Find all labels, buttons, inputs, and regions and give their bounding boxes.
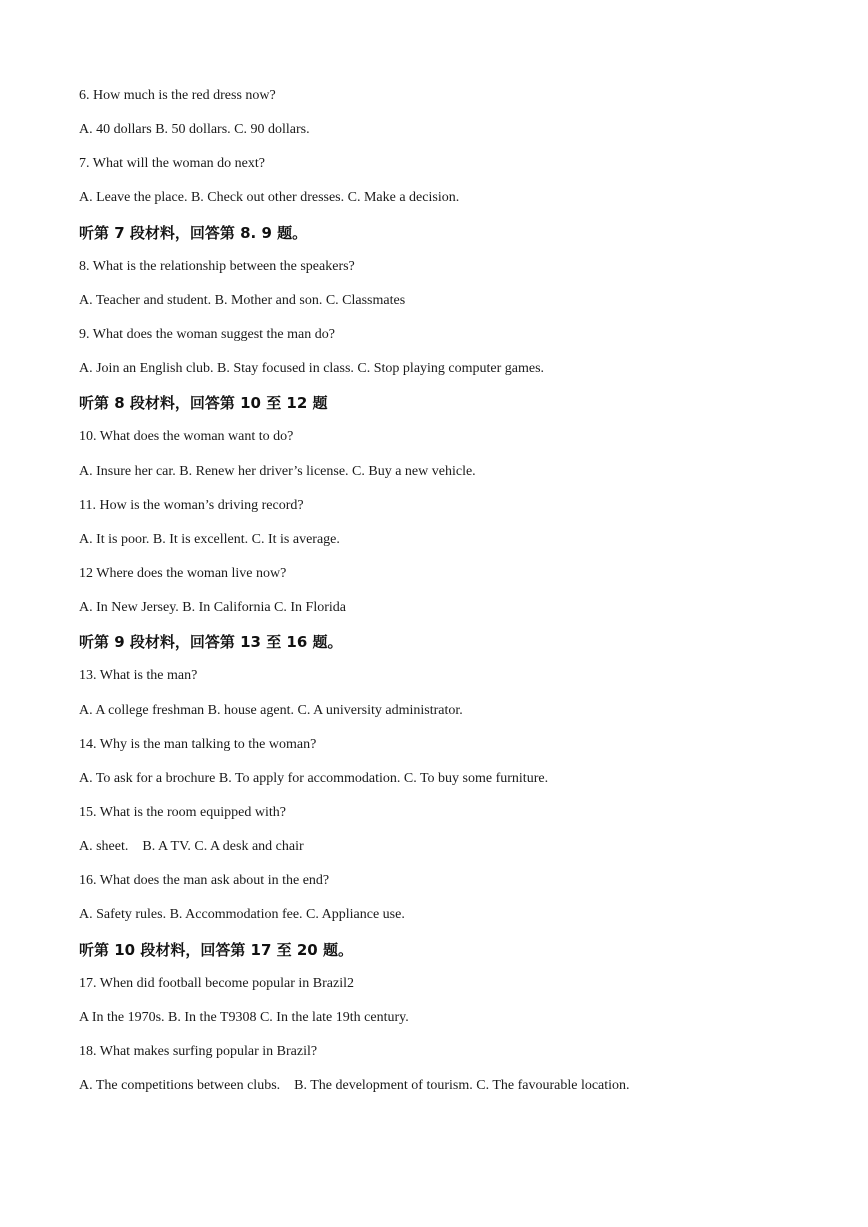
section-heading-8: 听第 8 段材料，回答第 10 至 12 题 [79, 394, 328, 413]
question-14-options: A. To ask for a brochure B. To apply for accommodation. C. To buy some furniture. [79, 770, 549, 786]
question-8: 8. What is the relationship between the speakers? [79, 258, 355, 274]
question-15: 15. What is the room equipped with? [79, 804, 286, 820]
question-10-options: A. Insure her car. B. Renew her driver’s license. C. Buy a new vehicle. [79, 463, 476, 479]
question-12: 12 Where does the woman live now? [79, 565, 287, 581]
section-heading-10: 听第 10 段材料，回答第 17 至 20 题。 [79, 940, 353, 959]
question-10: 10. What does the woman want to do? [79, 429, 294, 445]
question-13-options: A. A college freshman B. house agent. C. A university administrator. [79, 702, 463, 718]
question-14: 14. Why is the man talking to the woman? [79, 736, 317, 752]
question-11: 11. How is the woman’s driving record? [79, 497, 304, 513]
question-9-options: A. Join an English club. B. Stay focused in class. C. Stop playing computer games. [79, 361, 545, 377]
question-17-options: A In the 1970s. B. In the T9308 C. In the late 19th century. [79, 1009, 409, 1025]
question-6-options: A. 40 dollars B. 50 dollars. C. 90 dollars. [79, 122, 310, 138]
question-17: 17. When did football become popular in Brazil2 [79, 975, 355, 991]
question-18-options: A. The competitions between clubs. B. The development of tourism. C. The favourable location. [79, 1078, 630, 1094]
question-16-options: A. Safety rules. B. Accommodation fee. C. Appliance use. [79, 907, 405, 923]
question-7-options: A. Leave the place. B. Check out other dresses. C. Make a decision. [79, 190, 460, 206]
question-11-options: A. It is poor. B. It is excellent. C. It is average. [79, 531, 340, 547]
question-18: 18. What makes surfing popular in Brazil? [79, 1043, 318, 1059]
question-7: 7. What will the woman do next? [79, 156, 265, 172]
question-9: 9. What does the woman suggest the man do? [79, 326, 335, 342]
document-page [79, 84, 839, 1108]
section-heading-7: 听第 7 段材料，回答第 8. 9 题。 [79, 223, 308, 242]
question-16: 16. What does the man ask about in the end? [79, 873, 330, 889]
question-15-options: A. sheet. B. A TV. C. A desk and chair [79, 839, 304, 855]
question-12-options: A. In New Jersey. B. In California C. In Florida [79, 600, 346, 616]
section-heading-9: 听第 9 段材料，回答第 13 至 16 题。 [79, 633, 343, 652]
question-8-options: A. Teacher and student. B. Mother and son. C. Classmates [79, 292, 406, 308]
question-6: 6. How much is the red dress now? [79, 88, 276, 103]
question-13: 13. What is the man? [79, 668, 198, 684]
